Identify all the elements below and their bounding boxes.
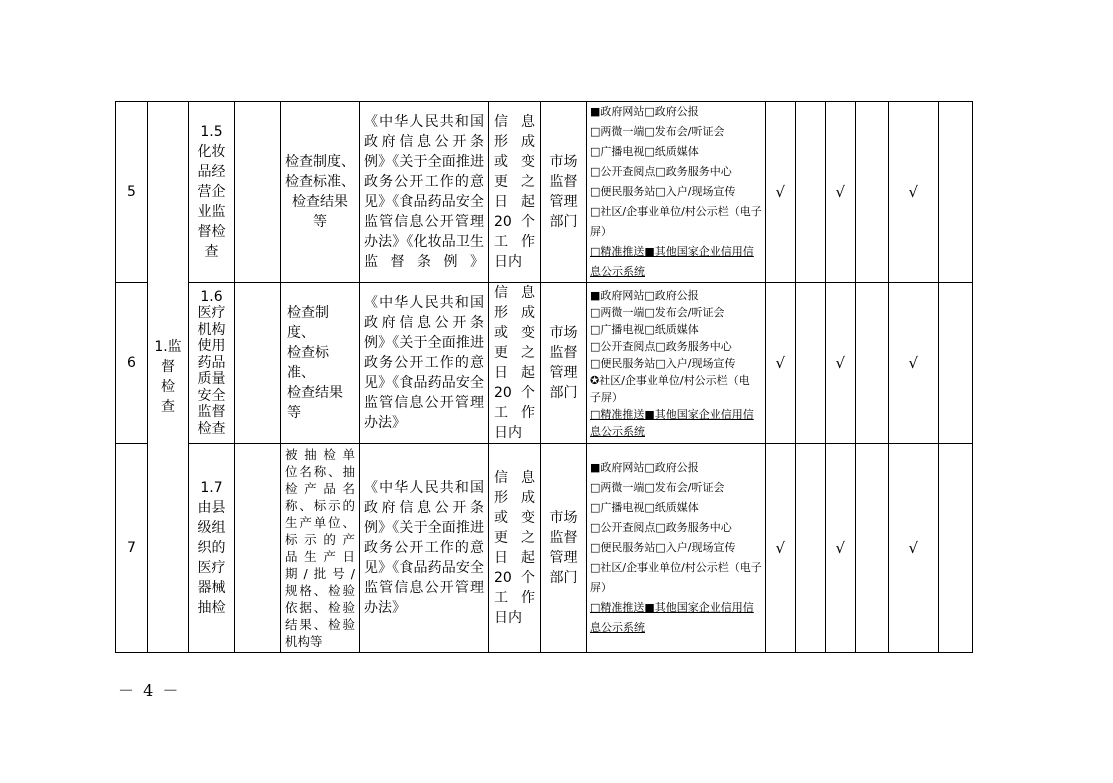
- subject-line: 管理: [549, 365, 578, 381]
- channel-line: □精准推送■其他国家企业信用信: [590, 245, 754, 258]
- subject-cell: [541, 283, 587, 444]
- timelimit-line: 工 作: [494, 234, 535, 250]
- basis-cell: [360, 102, 489, 283]
- subcategory-cell: [189, 283, 235, 444]
- check-cell: [855, 283, 888, 444]
- subject-line: 管理: [549, 550, 578, 566]
- content-line: 检查结果: [292, 194, 348, 210]
- channels-cell: [587, 283, 766, 444]
- content-cell: [281, 283, 360, 444]
- basis-line: 政务公开工作的意: [364, 174, 484, 190]
- basis-line: 见》《食品药品安全: [364, 194, 484, 210]
- channel-line: □便民服务站□入户/现场宣传: [590, 541, 736, 554]
- channel-line: 息公示系统: [590, 424, 645, 438]
- content-line: 检查制度、: [285, 154, 355, 170]
- subcategory-line: 织的: [197, 540, 226, 556]
- subcategory-line: 1.7: [200, 480, 223, 496]
- content-cell: [281, 444, 360, 653]
- row-seq: 5: [116, 102, 148, 283]
- channel-line: □公开查阅点□政务服务中心: [590, 521, 732, 534]
- table-row: [116, 283, 973, 444]
- channel-line: 子屏）: [590, 390, 623, 404]
- timelimit-line: 更 之: [494, 345, 535, 361]
- channel-line: □广播电视□纸质媒体: [590, 322, 699, 336]
- timelimit-line: 或 变: [494, 154, 535, 170]
- subcategory-line: 器械: [197, 580, 226, 596]
- subject-line: 监督: [549, 345, 578, 361]
- channel-line: ✪社区/企事业单位/村公示栏（电: [590, 373, 750, 387]
- content-line: 检产品名: [285, 481, 355, 496]
- check-cell: [938, 283, 972, 444]
- channel-line: □广播电视□纸质媒体: [590, 145, 699, 158]
- timelimit-line: 日内: [494, 425, 522, 441]
- category-line: 查: [161, 399, 175, 415]
- channel-line: □广播电视□纸质媒体: [590, 501, 699, 514]
- page-number: － 4 －: [118, 681, 181, 700]
- channel-line: □公开查阅点□政务服务中心: [590, 339, 732, 353]
- channel-line: 屏）: [590, 581, 612, 594]
- subject-line: 管理: [549, 194, 578, 210]
- subject-line: 市场: [549, 510, 578, 526]
- subcategory-line: 查: [204, 244, 219, 260]
- empty-cell: [235, 102, 281, 283]
- timelimit-line: 或 变: [494, 325, 535, 341]
- channel-line: □社区/企事业单位/村公示栏（电子: [590, 561, 762, 574]
- content-line: 位名称、抽: [285, 464, 355, 479]
- content-cell: [281, 102, 360, 283]
- channel-line: □两微一端□发布会/听证会: [590, 305, 725, 319]
- channel-line: ■政府网站□政府公报: [590, 461, 699, 474]
- content-line: 检查标准、: [287, 345, 329, 381]
- check-cell: [795, 283, 825, 444]
- basis-line: 例》《关于全面推进: [364, 520, 484, 536]
- channel-line: □便民服务站□入户/现场宣传: [590, 185, 736, 198]
- basis-cell: [360, 283, 489, 444]
- subject-cell: [541, 102, 587, 283]
- basis-line: 见》《食品药品安全: [364, 375, 484, 391]
- basis-line: 监管信息公开管理: [364, 580, 484, 596]
- timelimit-line: 形 成: [494, 305, 535, 321]
- content-line: 称、标示的: [285, 498, 355, 513]
- content-line: 等: [287, 405, 301, 421]
- empty-cell: [235, 444, 281, 653]
- subcategory-line: 营企: [197, 184, 226, 200]
- channel-line: □精准推送■其他国家企业信用信: [590, 407, 754, 421]
- basis-line: 《中华人民共和国: [364, 480, 484, 496]
- check-mark: √: [888, 444, 938, 653]
- subject-line: 部门: [549, 570, 578, 586]
- check-cell: [938, 102, 972, 283]
- basis-line: 办法》: [364, 600, 406, 616]
- subcategory-line: 1.6: [200, 288, 223, 305]
- timelimit-line: 20 个: [494, 570, 535, 586]
- category-line: 督: [161, 359, 175, 375]
- content-line: 检查制度、: [287, 305, 329, 341]
- table-row: [116, 102, 973, 283]
- channels-cell: [587, 102, 766, 283]
- check-mark: √: [765, 102, 795, 283]
- basis-line: 见》《食品药品安全: [364, 560, 484, 576]
- basis-cell: [360, 444, 489, 653]
- basis-line: 办法》《化妆品卫生: [364, 234, 484, 250]
- content-line: 被抽检单: [285, 447, 355, 462]
- channel-line: 息公示系统: [590, 621, 645, 634]
- channel-line: ■政府网站□政府公报: [590, 288, 699, 302]
- subject-line: 监督: [549, 530, 578, 546]
- basis-line: 《中华人民共和国: [364, 295, 484, 311]
- channel-line: □精准推送■其他国家企业信用信: [590, 601, 754, 614]
- basis-line: 《中华人民共和国: [364, 114, 484, 130]
- subcategory-line: 督检: [197, 224, 226, 240]
- channel-line: □便民服务站□入户/现场宣传: [590, 356, 736, 370]
- timelimit-line: 或 变: [494, 510, 535, 526]
- content-line: 结果、检验: [285, 617, 355, 632]
- timelimit-cell: [489, 283, 541, 444]
- content-line: 品生产日: [285, 549, 355, 564]
- subcategory-line: 医疗: [197, 305, 226, 322]
- subcategory-line: 医疗: [197, 560, 226, 576]
- channel-line: □两微一端□发布会/听证会: [590, 481, 725, 494]
- timelimit-line: 信 息: [494, 470, 535, 486]
- check-mark: √: [825, 444, 855, 653]
- content-line: 期/批号/: [285, 566, 355, 581]
- content-line: 依据、检验: [285, 600, 355, 615]
- check-mark: √: [765, 283, 795, 444]
- disclosure-table: [115, 101, 973, 653]
- timelimit-line: 日 起: [494, 194, 535, 210]
- basis-line: 政务公开工作的意: [364, 355, 484, 371]
- basis-line: 例》《关于全面推进: [364, 154, 484, 170]
- timelimit-cell: [489, 444, 541, 653]
- subcategory-line: 使用: [197, 338, 226, 355]
- subcategory-cell: [189, 102, 235, 283]
- check-mark: √: [825, 283, 855, 444]
- timelimit-line: 形 成: [494, 134, 535, 150]
- timelimit-line: 20 个: [494, 385, 535, 401]
- subcategory-line: 药品: [197, 354, 226, 371]
- content-line: 机构等: [285, 634, 323, 649]
- subcategory-line: 由县: [197, 500, 226, 516]
- table-row: [116, 444, 973, 653]
- content-line: 等: [313, 214, 327, 230]
- check-mark: √: [888, 102, 938, 283]
- timelimit-line: 20 个: [494, 214, 535, 230]
- subcategory-line: 级组: [197, 520, 226, 536]
- subcategory-line: 机构: [197, 321, 226, 338]
- timelimit-cell: [489, 102, 541, 283]
- subcategory-line: 监督: [197, 404, 226, 421]
- timelimit-line: 日内: [494, 254, 522, 270]
- content-line: 生产单位、: [285, 515, 355, 530]
- subject-line: 部门: [549, 214, 578, 230]
- check-mark: √: [825, 102, 855, 283]
- subject-cell: [541, 444, 587, 653]
- content-line: 规格、检验: [285, 583, 355, 598]
- timelimit-line: 更 之: [494, 530, 535, 546]
- subcategory-line: 质量: [197, 371, 226, 388]
- subcategory-line: 检查: [197, 420, 226, 437]
- category-line: 检: [161, 379, 175, 395]
- timelimit-line: 信 息: [494, 285, 535, 301]
- timelimit-line: 日 起: [494, 365, 535, 381]
- subcategory-line: 品经: [197, 164, 226, 180]
- subcategory-line: 抽检: [197, 600, 226, 616]
- empty-cell: [235, 283, 281, 444]
- basis-line: 办法》: [364, 415, 406, 431]
- subcategory-line: 业监: [197, 204, 226, 220]
- channels-cell: [587, 444, 766, 653]
- channel-line: ■政府网站□政府公报: [590, 105, 699, 118]
- timelimit-line: 工 作: [494, 590, 535, 606]
- check-mark: √: [888, 283, 938, 444]
- subject-line: 监督: [549, 174, 578, 190]
- subject-line: 市场: [549, 325, 578, 341]
- timelimit-line: 日 起: [494, 550, 535, 566]
- check-cell: [795, 102, 825, 283]
- channel-line: □两微一端□发布会/听证会: [590, 125, 725, 138]
- basis-line: 例》《关于全面推进: [364, 335, 484, 351]
- content-line: 检查结果: [287, 385, 343, 401]
- timelimit-line: 形 成: [494, 490, 535, 506]
- channel-line: □公开查阅点□政务服务中心: [590, 165, 732, 178]
- channel-line: 屏）: [590, 225, 612, 238]
- basis-line: 政府信息公开条: [364, 134, 484, 150]
- basis-line: 政府信息公开条: [364, 500, 484, 516]
- basis-line: 监管信息公开管理: [364, 395, 484, 411]
- check-cell: [855, 444, 888, 653]
- basis-line: 监管信息公开管理: [364, 214, 484, 230]
- basis-line: 政务公开工作的意: [364, 540, 484, 556]
- channel-line: □社区/企事业单位/村公示栏（电子: [590, 205, 762, 218]
- basis-line: 监督条例》: [364, 254, 484, 270]
- basis-line: 政府信息公开条: [364, 315, 484, 331]
- row-seq: 7: [116, 444, 148, 653]
- subject-line: 部门: [549, 385, 578, 401]
- subcategory-line: 1.5: [200, 124, 223, 140]
- subcategory-line: 安全: [197, 387, 226, 404]
- timelimit-line: 更 之: [494, 174, 535, 190]
- subcategory-line: 化妆: [197, 144, 226, 160]
- subcategory-cell: [189, 444, 235, 653]
- row-seq: 6: [116, 283, 148, 444]
- category-line: 1.监: [154, 339, 182, 355]
- check-cell: [795, 444, 825, 653]
- content-line: 标示的产: [285, 532, 355, 547]
- timelimit-line: 日内: [494, 610, 522, 626]
- timelimit-line: 信 息: [494, 114, 535, 130]
- check-cell: [855, 102, 888, 283]
- timelimit-line: 工 作: [494, 405, 535, 421]
- category-cell: [148, 102, 189, 653]
- channel-line: 息公示系统: [590, 265, 645, 278]
- check-cell: [938, 444, 972, 653]
- content-line: 检查标准、: [285, 174, 355, 190]
- check-mark: √: [765, 444, 795, 653]
- subject-line: 市场: [549, 154, 578, 170]
